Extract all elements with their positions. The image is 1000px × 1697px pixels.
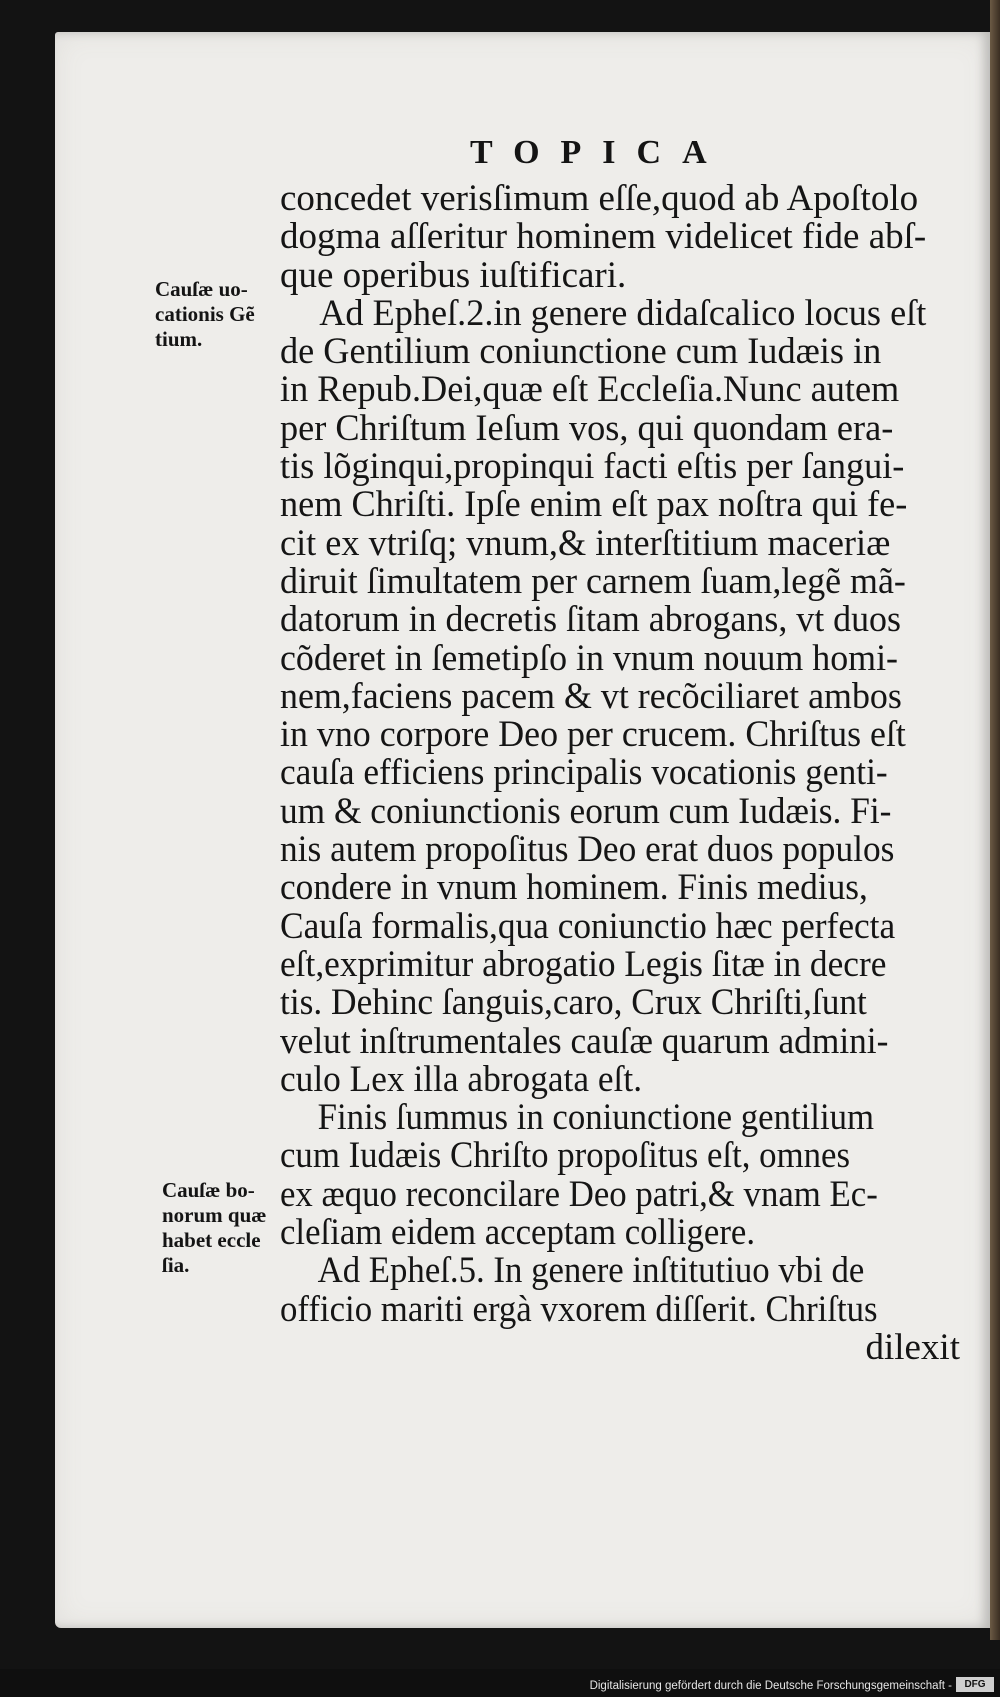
text-line: diruit ſimultatem per carnem ſuam,legẽ mã- [280, 560, 906, 602]
margin-note-line: Cauſæ uo- [155, 277, 248, 301]
dfg-logo: DFG [956, 1677, 994, 1692]
margin-note-line: cationis Gẽ [155, 302, 255, 326]
text-line: officio mariti ergà vxorem diſſerit. Chriſtus [280, 1288, 878, 1330]
text-line: Ad Epheſ.5. In genere inſtitutiuo vbi de [317, 1250, 865, 1292]
text-line: cauſa efficiens principalis vocationis genti- [280, 752, 888, 794]
text-line: velut inſtrumentales cauſæ quarum admini- [280, 1020, 889, 1062]
text-line: cõderet in ſemetipſo in vnum nouum homi- [280, 637, 899, 679]
margin-note-line: Cauſæ bo- [162, 1178, 255, 1202]
catchword: dilexit [865, 1326, 960, 1368]
text-line: nis autem propoſitus Deo erat duos populos [280, 829, 895, 871]
funding-credit: Digitalisierung gefördert durch die Deutsche Forschungsgemeinschaft - [589, 1680, 952, 1692]
margin-note-line: habet eccle [162, 1228, 261, 1252]
text-line: tis. Dehinc ſanguis,caro, Crux Chriſti,ſunt [280, 982, 867, 1024]
text-line: concedet verisſimum eſſe,quod ab Apoſtolo [280, 178, 919, 219]
margin-note-line: ſia. [162, 1253, 190, 1277]
text-line: ex æquo reconcilare Deo patri,& vnam Ec- [280, 1173, 878, 1215]
text-line: cum Iudæis Chriſto propoſitus eſt, omnes [280, 1135, 850, 1177]
text-line: nem Chriſti. Ipſe enim eſt pax noſtra qui fe- [280, 484, 908, 526]
margin-note-line: tium. [155, 327, 203, 351]
text-line: condere in vnum hominem. Finis medius, [280, 867, 868, 909]
running-header: TOPICA [470, 134, 728, 171]
text-line: nem,faciens pacem & vt recõciliaret ambos [280, 675, 902, 717]
margin-note-line: norum quæ [162, 1203, 267, 1227]
text-line: de Gentilium coniunctione cum Iudæis in [280, 331, 882, 373]
text-line: culo Lex illa abrogata eſt. [280, 1058, 643, 1100]
book-spine [990, 0, 1000, 1640]
text-line: Ad Epheſ.2.in genere didaſcalico locus eſt [319, 292, 927, 334]
text-line: dogma aſſeritur hominem videlicet fide abſ- [280, 216, 927, 258]
text-line: datorum in decretis ſitam abrogans, vt duos [280, 599, 901, 641]
text-line: in Repub.Dei,quæ eſt Eccleſia.Nunc autem [280, 369, 900, 411]
text-line: in vno corpore Deo per crucem. Chriſtus eſt [280, 714, 906, 756]
text-line: eſt,exprimitur abrogatio Legis ſitæ in decre [280, 943, 887, 985]
footer-bar [0, 1669, 1000, 1697]
text-line: tis lõginqui,propinqui facti eſtis per ſangui- [280, 446, 905, 488]
text-line: per Chriſtum Ieſum vos, qui quondam era- [280, 407, 894, 449]
text-line: um & coniunctionis eorum cum Iudæis. Fi- [280, 790, 892, 832]
body-text [280, 180, 970, 1367]
text-line: cleſiam eidem acceptam colligere. [280, 1212, 756, 1254]
text-line: cit ex vtriſq; vnum,& interſtitium maceriæ [280, 522, 891, 564]
text-line: Cauſa formalis,qua coniunctio hæc perfecta [280, 905, 896, 947]
text-line: Finis ſummus in coniunctione gentilium [317, 1097, 875, 1139]
margin-note-causae-vocationis [155, 277, 295, 352]
text-line: que operibus iuſtificari. [280, 254, 627, 296]
